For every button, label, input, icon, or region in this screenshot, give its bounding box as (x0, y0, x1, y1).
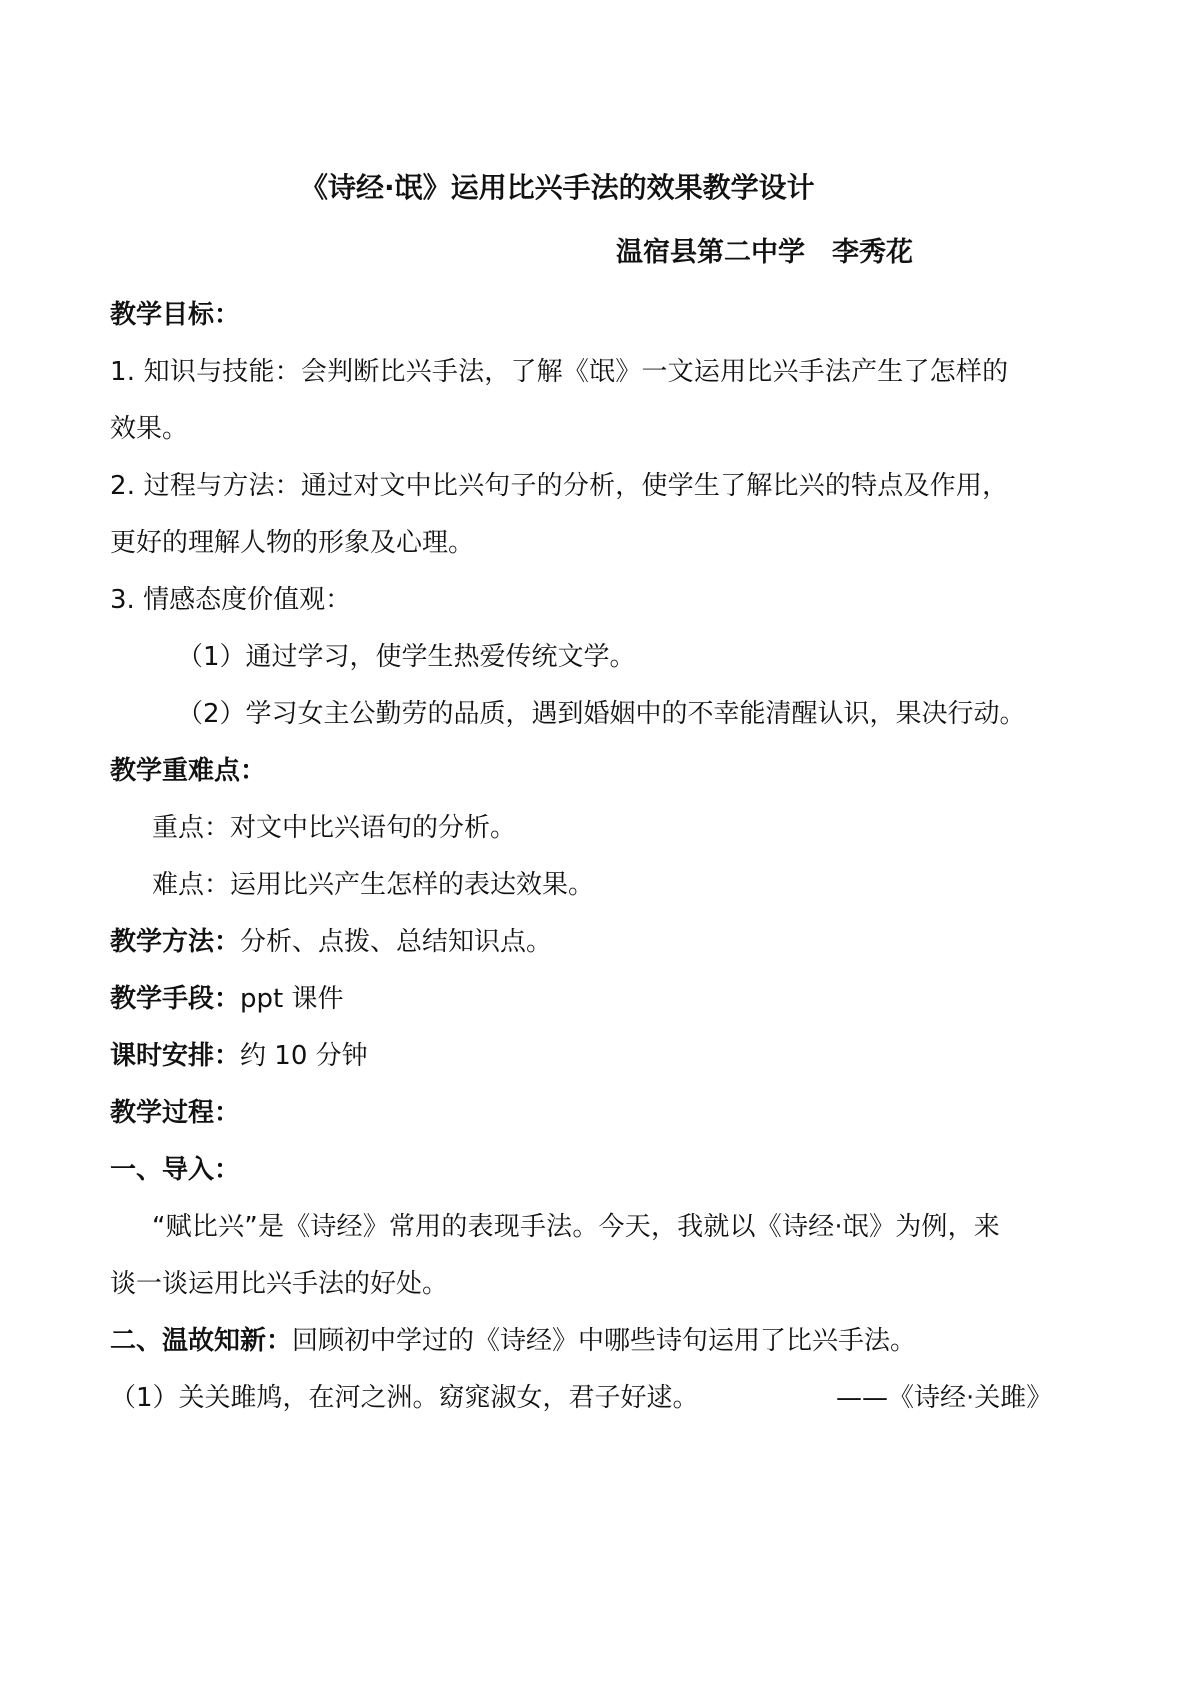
example-1: （1）关关雎鸠，在河之洲。窈窕淑女，君子好逑。 (110, 1383, 699, 1413)
section-2-heading: 二、温故知新： (110, 1326, 293, 1356)
difficulty-point: 难点：运用比兴产生怎样的表达效果。 (152, 870, 595, 900)
teaching-method-value: 分析、点拨、总结知识点。 (240, 927, 553, 957)
section-2-text: 回顾初中学过的《诗经》中哪些诗句运用了比兴手法。 (292, 1326, 917, 1356)
teaching-means-label: 教学手段： (110, 984, 241, 1014)
objective-3-sub-1: （1）通过学习，使学生热爱传统文学。 (177, 642, 636, 672)
objective-2-line-1: 2. 过程与方法：通过对文中比兴句子的分析，使学生了解比兴的特点及作用， (110, 471, 1009, 501)
process-heading: 教学过程： (110, 1098, 241, 1128)
objective-3: 3. 情感态度价值观： (110, 585, 352, 615)
schedule-value: 约 10 分钟 (240, 1041, 368, 1071)
schedule-line (110, 1038, 368, 1074)
section-2-line (110, 1323, 916, 1359)
objective-1-line-2: 效果。 (110, 414, 189, 444)
objective-1-line-1: 1. 知识与技能：会判断比兴手法，了解《氓》一文运用比兴手法产生了怎样的 (110, 357, 1009, 387)
objective-2-line-2: 更好的理解人物的形象及心理。 (110, 528, 475, 558)
key-points-heading: 教学重难点： (110, 756, 267, 786)
document-title: 《诗经·氓》运用比兴手法的效果教学设计 (300, 171, 815, 204)
example-1-source: ——《诗经·关雎》 (836, 1383, 1053, 1413)
teaching-means-value: ppt 课件 (240, 984, 344, 1014)
objective-3-sub-2: （2）学习女主公勤劳的品质，遇到婚姻中的不幸能清醒认识，果决行动。 (177, 699, 1026, 729)
teaching-means-line (110, 981, 343, 1017)
section-1-line-2: 谈一谈运用比兴手法的好处。 (110, 1269, 449, 1299)
teaching-method-label: 教学方法： (110, 927, 241, 957)
section-1-line-1: “赋比兴”是《诗经》常用的表现手法。今天，我就以《诗经·氓》为例，来 (152, 1212, 1001, 1242)
focus-point: 重点：对文中比兴语句的分析。 (152, 813, 517, 843)
section-1-heading: 一、导入： (110, 1155, 241, 1185)
schedule-label: 课时安排： (110, 1041, 241, 1071)
objectives-heading: 教学目标： (110, 300, 241, 330)
teaching-method-line (110, 924, 552, 960)
author-line: 温宿县第二中学 李秀花 (616, 237, 913, 268)
